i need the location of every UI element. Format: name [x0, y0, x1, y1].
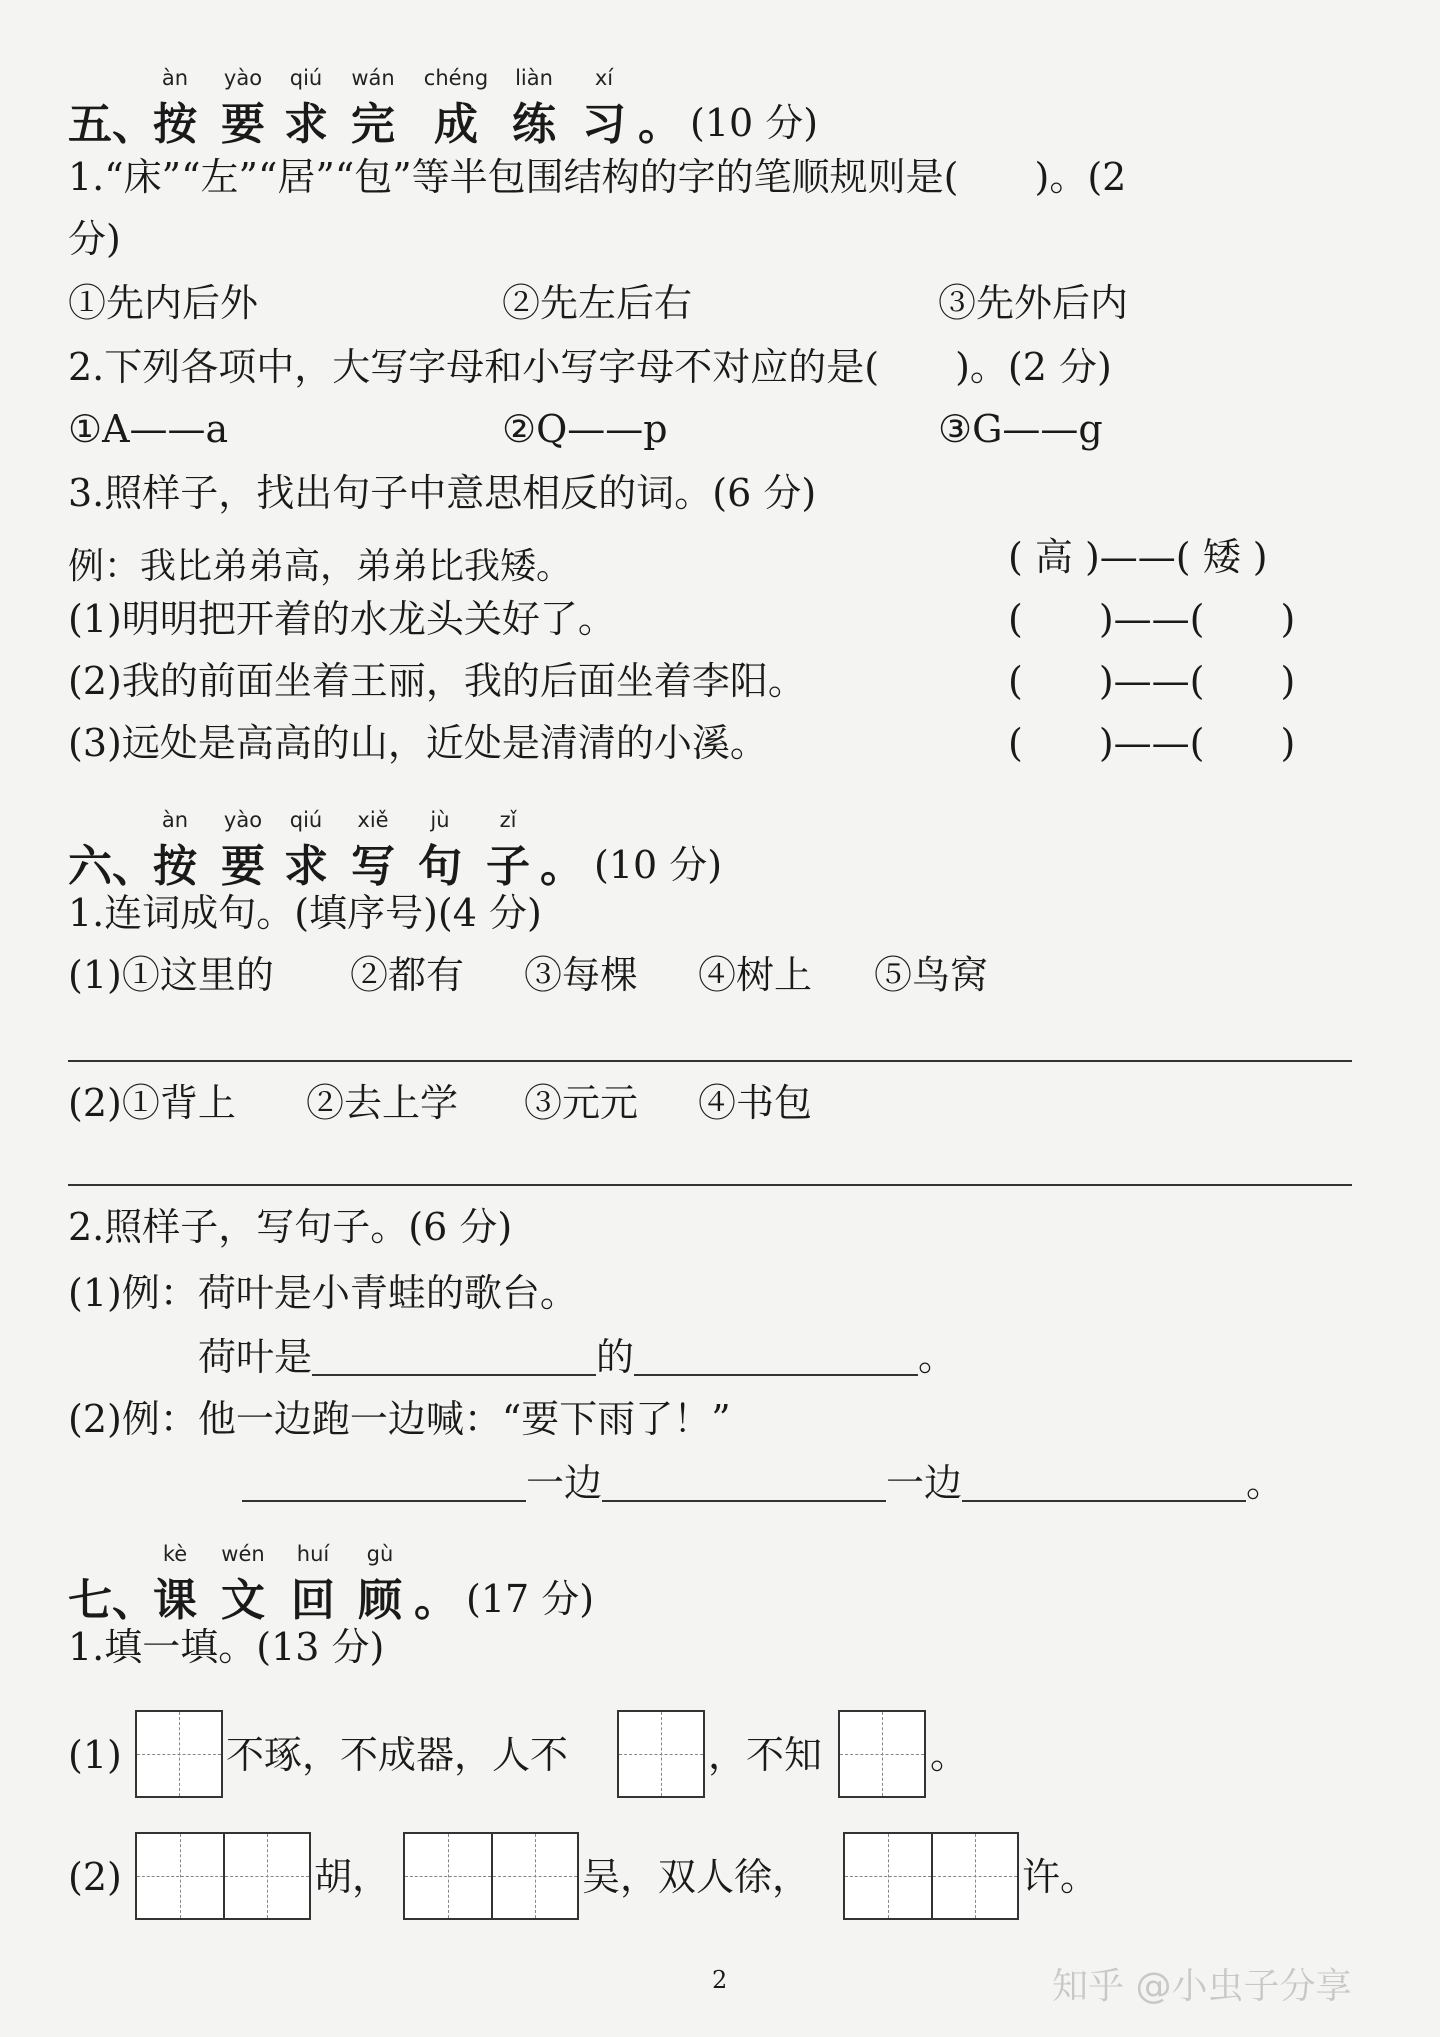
option: ②先左后右 [502, 281, 693, 325]
example-sentence: 例：我比弟弟高，弟弟比我矮。 [68, 546, 573, 587]
grid-cell [225, 1834, 309, 1918]
fill-text: 。 [1246, 1461, 1285, 1505]
question-text: 2.下列各项中，大写字母和小写字母不对应的是( )。(2 分) [68, 345, 1112, 389]
fill-text: 一边 [886, 1461, 963, 1505]
title-char: 按 [153, 841, 197, 892]
title-char: 写 [351, 841, 395, 892]
pinyin: qiú [289, 66, 323, 90]
section-score: (10 分) [690, 101, 819, 145]
fill-text: 许。 [1022, 1855, 1099, 1899]
pinyin: xí [594, 66, 614, 90]
question-text: 3.照样子，找出句子中意思相反的词。(6 分) [68, 471, 817, 515]
grid-cell [493, 1834, 577, 1918]
answer-blanks[interactable]: ( )——( ) [1008, 597, 1296, 641]
pinyin: zǐ [499, 808, 517, 832]
blank-line[interactable] [634, 1340, 918, 1376]
word-list [68, 1081, 236, 1125]
question-text: 1.填一填。(13 分) [68, 1625, 385, 1669]
blank-line[interactable] [242, 1466, 526, 1502]
grid-cell [137, 1712, 221, 1796]
pinyin: chéng [423, 66, 489, 90]
tian-grid-box[interactable] [617, 1710, 705, 1798]
fill-text: 荷叶是 [198, 1335, 313, 1379]
answer-line[interactable] [68, 1184, 1352, 1186]
tian-grid-box[interactable] [135, 1832, 311, 1920]
title-char: 回 [291, 1575, 335, 1626]
pinyin: jù [430, 808, 450, 832]
item-prefix: (2) [68, 1081, 122, 1125]
fill-text: 一边 [526, 1461, 603, 1505]
word: ④树上 [698, 953, 813, 997]
question-text: 1.“床”“左”“居”“包”等半包围结构的字的笔顺规则是( )。(2 [68, 155, 1127, 199]
pinyin: huí [296, 1542, 330, 1566]
word: ①背上 [121, 1081, 236, 1125]
item-prefix: (1) [68, 953, 122, 997]
section-number: 五、 [68, 99, 156, 150]
tian-grid-box[interactable] [403, 1832, 579, 1920]
item-prefix: (1) [68, 1733, 122, 1777]
title-char: 习 [582, 99, 626, 150]
page-number: 2 [712, 1966, 728, 1994]
grid-cell [845, 1834, 931, 1918]
option: ③G——g [938, 407, 1103, 451]
fill-sentence [242, 1461, 1285, 1505]
grid-cell [137, 1834, 223, 1918]
fill-text: 的 [596, 1335, 635, 1379]
item-prefix: (2) [68, 1855, 122, 1899]
blank-line[interactable] [312, 1340, 596, 1376]
title-char: 完 [351, 99, 395, 150]
question-text: 2.照样子，写句子。(6 分) [68, 1205, 513, 1249]
pinyin: liàn [515, 66, 553, 90]
blank-line[interactable] [602, 1466, 886, 1502]
title-char: 子 [486, 841, 530, 892]
word: ②都有 [350, 953, 465, 997]
example-answer: ( 高 )——( 矮 ) [1008, 535, 1268, 579]
option: ②Q——p [502, 407, 668, 451]
blank-line[interactable] [962, 1466, 1246, 1502]
title-period: 。 [638, 99, 682, 150]
tian-grid-box[interactable] [135, 1710, 223, 1798]
option: ①A——a [68, 407, 229, 451]
fill-text: 胡， [314, 1855, 391, 1899]
section-score: (17 分) [466, 1577, 595, 1621]
question-text: 1.连词成句。(填序号)(4 分) [68, 891, 542, 935]
title-char: 按 [153, 99, 197, 150]
pinyin: wán [351, 66, 395, 90]
pinyin: yào [223, 808, 263, 832]
fill-text: 。 [918, 1335, 957, 1379]
word: ⑤鸟窝 [874, 953, 989, 997]
sentence: (3)远处是高高的山，近处是清清的小溪。 [68, 721, 768, 765]
title-char: 课 [153, 1575, 197, 1626]
grid-cell [405, 1834, 491, 1918]
title-char: 文 [221, 1575, 265, 1626]
pinyin: kè [162, 1542, 188, 1566]
title-char: 成 [434, 99, 478, 150]
grid-cell [933, 1834, 1017, 1918]
fill-text: ，不知 [708, 1733, 823, 1777]
sentence: (1)明明把开着的水龙头关好了。 [68, 597, 616, 641]
answer-line[interactable] [68, 1060, 1352, 1062]
title-char: 练 [512, 99, 556, 150]
word: ④书包 [698, 1081, 813, 1125]
tian-grid-box[interactable] [843, 1832, 1019, 1920]
watermark: 知乎 @小虫子分享 [1052, 1966, 1352, 2007]
question-text-cont: 分) [68, 217, 121, 261]
example-sentence: (1)例：荷叶是小青蛙的歌台。 [68, 1271, 578, 1315]
pinyin: gù [366, 1542, 394, 1566]
fill-text: 不琢，不成器，人不 [226, 1733, 569, 1777]
title-char: 顾 [358, 1575, 402, 1626]
fill-sentence [198, 1335, 957, 1379]
title-char: 要 [221, 841, 265, 892]
pinyin: àn [161, 808, 189, 832]
pinyin: yào [223, 66, 263, 90]
title-period: 。 [414, 1575, 458, 1626]
title-char: 要 [221, 99, 265, 150]
pinyin: wén [221, 1542, 265, 1566]
word: ③元元 [524, 1081, 639, 1125]
word: ③每棵 [524, 953, 639, 997]
answer-blanks[interactable]: ( )——( ) [1008, 721, 1296, 765]
fill-text: 吴，双人徐， [582, 1855, 811, 1899]
section-number: 七、 [68, 1575, 156, 1626]
option: ①先内后外 [68, 281, 259, 325]
pinyin: xiě [357, 808, 389, 832]
answer-blanks[interactable]: ( )——( ) [1008, 659, 1296, 703]
title-char: 求 [284, 841, 328, 892]
word: ①这里的 [121, 953, 274, 997]
grid-cell [619, 1712, 703, 1796]
example-sentence: (2)例：他一边跑一边喊：“要下雨了！” [68, 1397, 731, 1441]
option: ③先外后内 [938, 281, 1129, 325]
title-char: 求 [284, 99, 328, 150]
word: ②去上学 [306, 1081, 459, 1125]
word-list [68, 953, 274, 997]
fill-text: 。 [930, 1733, 969, 1777]
section-score: (10 分) [594, 843, 723, 887]
pinyin: àn [161, 66, 189, 90]
title-char: 句 [418, 841, 462, 892]
sentence: (2)我的前面坐着王丽，我的后面坐着李阳。 [68, 659, 806, 703]
section-number: 六、 [68, 841, 156, 892]
tian-grid-box[interactable] [838, 1710, 926, 1798]
pinyin: qiú [289, 808, 323, 832]
grid-cell [840, 1712, 924, 1796]
title-period: 。 [540, 841, 584, 892]
